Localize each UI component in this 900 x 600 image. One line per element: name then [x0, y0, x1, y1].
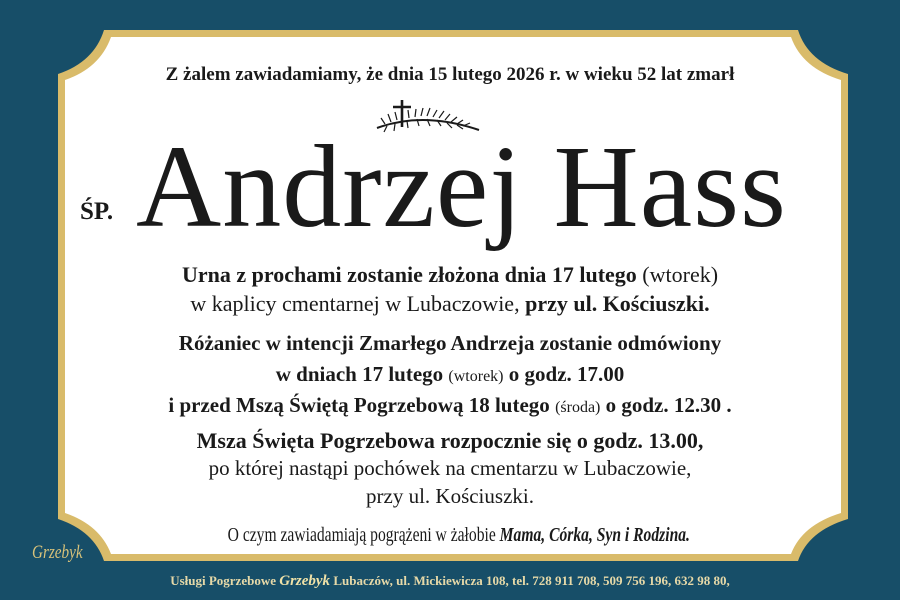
- urn-street: przy ul. Kościuszki.: [525, 291, 710, 316]
- mass-line-2: po której nastąpi pochówek na cmentarzu w Lubaczowie,: [208, 456, 692, 480]
- rosary-day-1: (wtorek): [448, 368, 504, 385]
- urn-line: [0, 262, 900, 288]
- rosary-line-1: Różaniec w intencji Zmarłego Andrzeja zostanie odmówiony: [178, 331, 722, 355]
- footer-prefix: Usługi Pogrzebowe: [170, 573, 276, 588]
- rosary-date-2: i przed Mszą Świętą Pogrzebową 18 lutego: [168, 393, 550, 417]
- rosary-date-1: w dniach 17 lutego: [275, 362, 444, 386]
- urn-text: Urna z prochami zostanie złożona dnia 17 lutego: [181, 262, 637, 287]
- closing-text: O czym zawiadamiają pogrążeni w żałobie: [227, 524, 496, 546]
- footer: [0, 573, 900, 590]
- rosary-time-2: o godz. 12.30 .: [605, 393, 732, 417]
- deceased-name: Andrzej Hass: [136, 121, 787, 252]
- rosary-line-2: [0, 362, 900, 387]
- signature: Grzebyk: [32, 542, 83, 563]
- name-prefix: ŚP.: [80, 198, 114, 225]
- mass-line-3: przy ul. Kościuszki.: [366, 484, 534, 508]
- footer-details: Lubaczów, ul. Mickiewicza 108, tel. 728 911 708, 509 756 196, 632 98 80,: [333, 573, 730, 588]
- intro-text: Z żalem zawiadamiamy, że dnia 15 lutego 2026 r. w wieku 52 lat zmarł: [165, 64, 735, 85]
- urn-day: (wtorek): [642, 262, 719, 287]
- rosary-time-1: o godz. 17.00: [508, 362, 625, 386]
- closing-line: [108, 524, 810, 547]
- rosary-day-2: (środa): [555, 399, 601, 416]
- mass-line-1: Msza Święta Pogrzebowa rozpocznie się o godz. 13.00,: [196, 428, 704, 453]
- urn-place-line: [0, 291, 900, 317]
- footer-brand: Grzebyk: [279, 573, 331, 589]
- closing-family: Mama, Córka, Syn i Rodzina.: [499, 524, 690, 546]
- urn-place: w kaplicy cmentarnej w Lubaczowie,: [190, 291, 520, 316]
- rosary-line-3: [0, 393, 900, 418]
